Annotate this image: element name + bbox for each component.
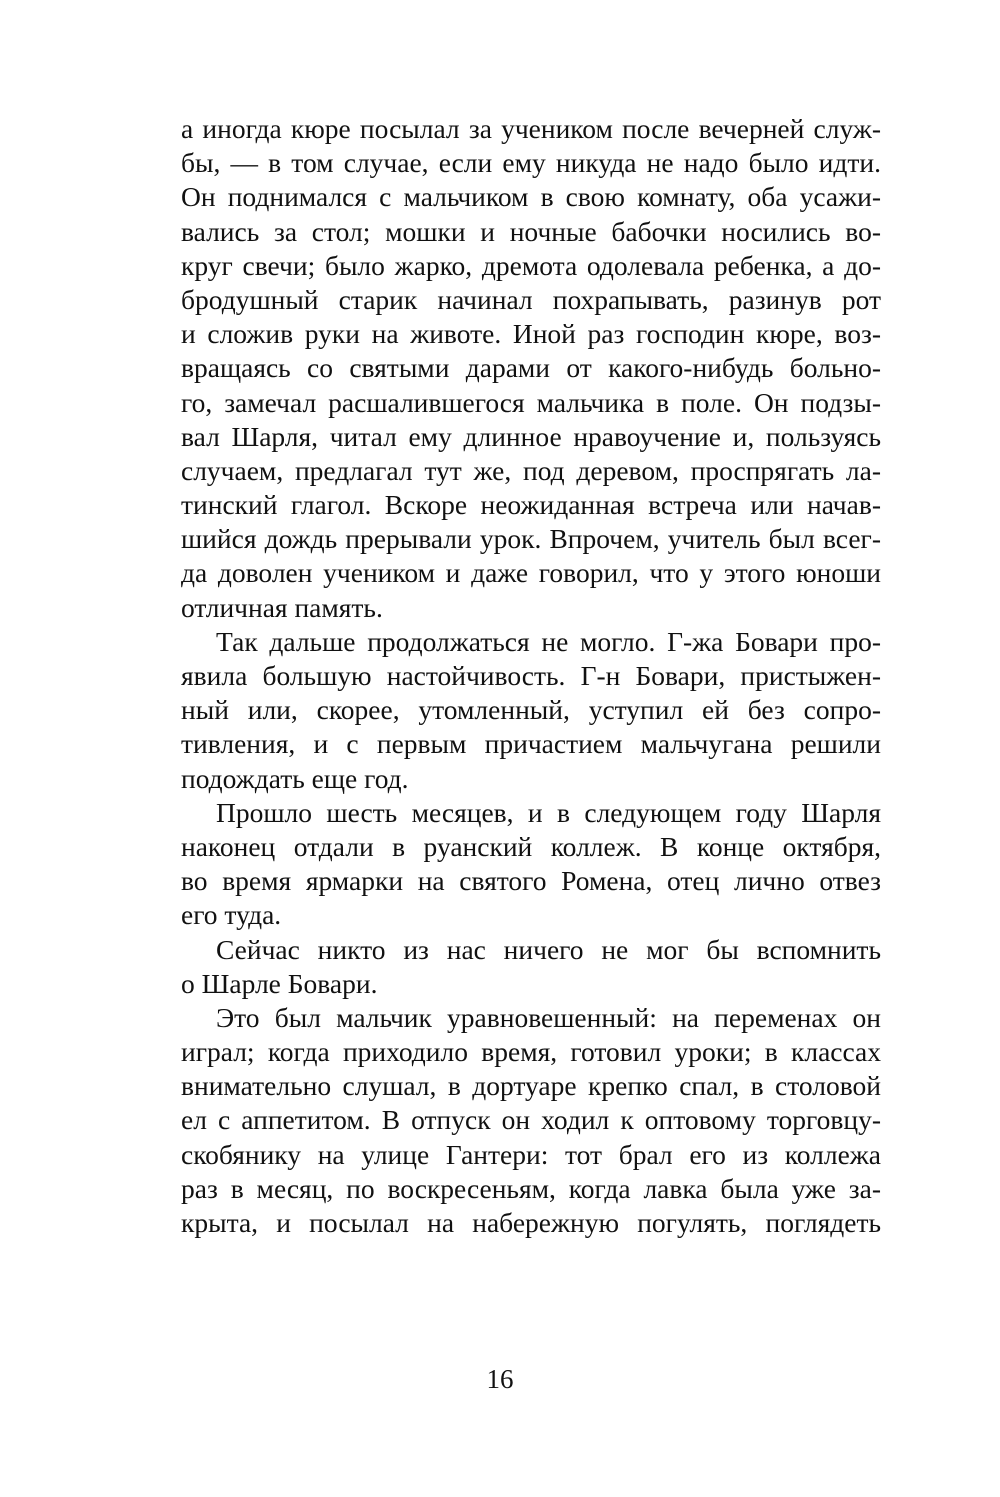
text-line: во время ярмарки на святого Ромена, отец лично отвез	[181, 865, 881, 897]
text-line: Он поднимался с мальчиком в свою комнату, оба усажи-	[181, 181, 881, 213]
text-line: случаем, предлагал тут же, под деревом, проспрягать ла-	[181, 454, 881, 486]
text-line: бы, — в том случае, если ему никуда не надо было идти.	[181, 147, 881, 179]
text-line: бродушный старик начинал похрапывать, разинув рот	[181, 283, 881, 315]
text-line: скобянику на улице Гантери: тот брал его из коллежа	[181, 1138, 881, 1170]
text-line: и сложив руки на животе. Иной раз господин кюре, воз-	[181, 318, 881, 350]
body-text	[181, 112, 881, 1240]
text-line: явила большую настойчивость. Г-н Бовари, пристыжен-	[181, 660, 881, 691]
text-line: внимательно слушал, в дортуаре крепко спал, в столовой	[181, 1070, 881, 1102]
text-line: отличная память.	[181, 591, 383, 623]
paragraph-start-line: Прошло шесть месяцев, и в следующем году Шарля	[216, 796, 881, 828]
text-line: ный или, скорее, утомленный, уступил ей без сопро-	[181, 694, 881, 726]
text-line: его туда.	[181, 899, 282, 931]
text-line: раз в месяц, по воскресеньям, когда лавка была уже за-	[181, 1172, 881, 1204]
text-line: тивления, и с первым причастием мальчугана решили	[181, 728, 881, 760]
paragraph-start-line: Сейчас никто из нас ничего не мог бы вспомнить	[216, 933, 881, 965]
text-line: крыта, и посылал на набережную погулять, поглядеть	[181, 1207, 881, 1238]
paragraph-start-line: Это был мальчик уравновешенный: на переменах он	[216, 1001, 881, 1033]
text-line: наконец отдали в руанский коллеж. В конце октября,	[181, 830, 881, 862]
text-line: а иногда кюре посылал за учеником после вечерней служ-	[181, 113, 881, 144]
text-line: тинский глагол. Вскоре неожиданная встреча или начав-	[181, 489, 881, 521]
text-line: ел с аппетитом. В отпуск он ходил к оптовому торговцу-	[181, 1104, 881, 1136]
text-line: да доволен учеником и даже говорил, что у этого юноши	[181, 557, 881, 589]
text-line: играл; когда приходило время, готовил уроки; в классах	[181, 1036, 881, 1068]
text-line: шийся дождь прерывали урок. Впрочем, учитель был всег-	[181, 523, 881, 555]
text-line: го, замечал расшалившегося мальчика в поле. Он подзы-	[181, 386, 881, 418]
text-line: подождать еще год.	[181, 762, 409, 794]
text-line: вал Шарля, читал ему длинное нравоучение и, пользуясь	[181, 420, 881, 452]
page-number: 16	[486, 1364, 514, 1394]
paragraph-start-line: Так дальше продолжаться не могло. Г-жа Бовари про-	[216, 625, 881, 657]
text-line: вались за стол; мошки и ночные бабочки носились во-	[181, 215, 881, 247]
text-line: вращаясь со святыми дарами от какого-нибудь больно-	[181, 352, 881, 384]
text-line: круг свечи; было жарко, дремота одолевала ребенка, а до-	[181, 249, 881, 281]
text-line: о Шарле Бовари.	[181, 967, 378, 999]
